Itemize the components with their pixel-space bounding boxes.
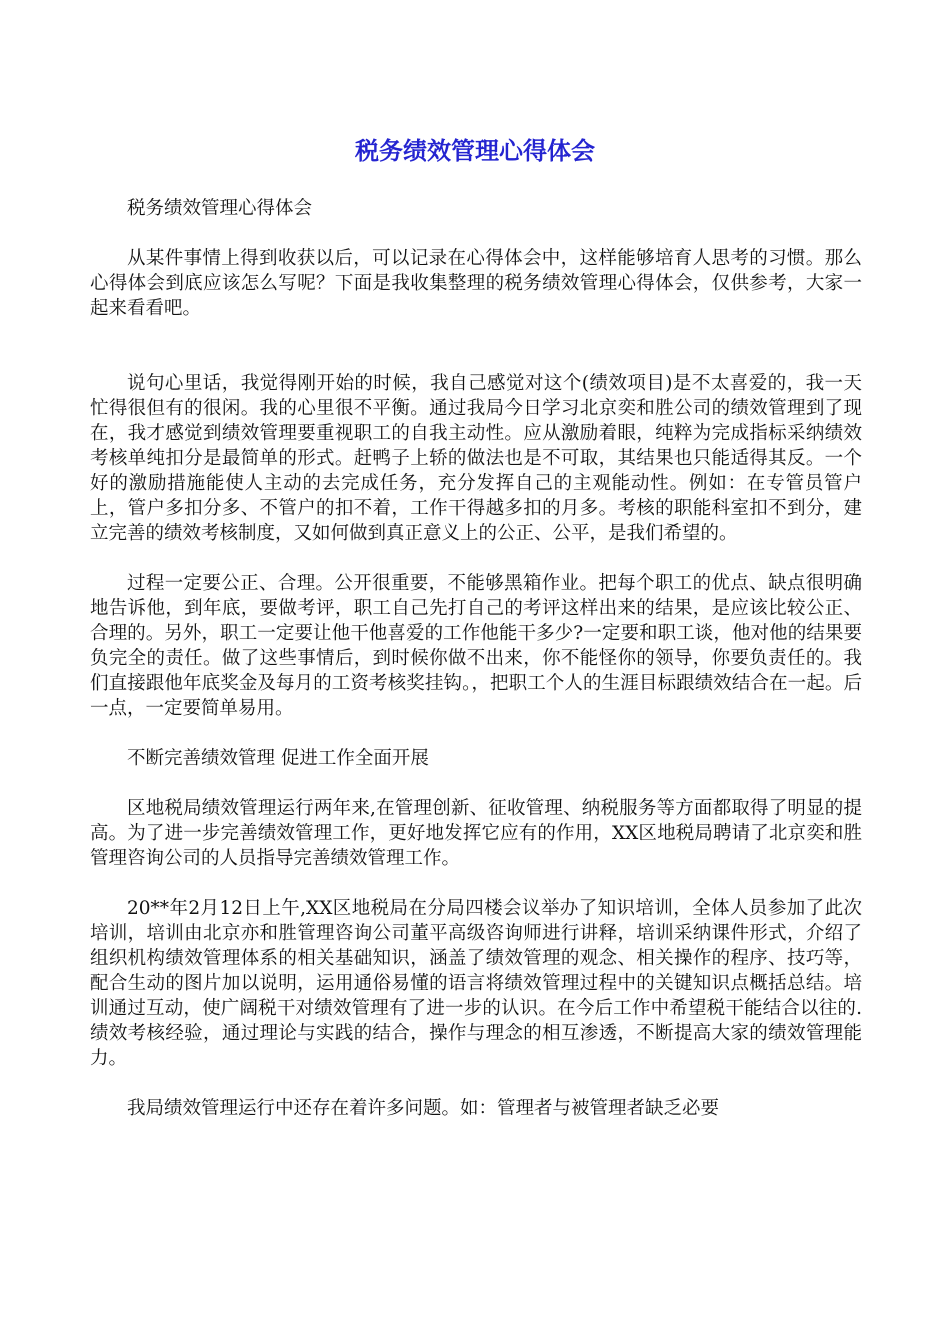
paragraph: 过程一定要公正、合理。公开很重要，不能够黑箱作业。把每个职工的优点、缺点很明确地告诉他，到年底，要做考评，职工自己先打自己的考评这样出来的结果，是应该比较公正、合理的。另外，职工一定要让他干他喜爱的工作他能干多少?一定要和职工谈，他对他的结果要负完全的责任。做了这些事情后，到时候你做不出来，你不能怪你的领导，你要负责任的。我们直接跟他年底奖金及每月的工资考核奖挂钩。，把职工个人的生涯目标跟绩效结合在一起。后一点，一定要简单易用。 xyxy=(90,573,862,719)
section-heading: 不断完善绩效管理 促进工作全面开展 xyxy=(127,748,429,769)
paragraph: 20**年2月12日上午,XX区地税局在分局四楼会议举办了知识培训，全体人员参加了此次培训，培训由北京亦和胜管理咨询公司董平高级咨询师进行讲释，培训采纳课件形式，介绍了组织机构绩效管理体系的相关基础知识，涵盖了绩效管理的观念、相关操作的程序、技巧等，配合生动的图片加以说明，运用通俗易懂的语言将绩效管理过程中的关键知识点概括总结。培训通过互动，使广阔税干对绩效管理有了进一步的认识。在今后工作中希望税干能结合以往的.绩效考核经验，通过理论与实践的结合，操作与理念的相互渗透，不断提高大家的绩效管理能力。 xyxy=(90,898,862,1069)
paragraph-subtitle: 税务绩效管理心得体会 xyxy=(127,198,313,219)
paragraph: 说句心里话，我觉得刚开始的时候，我自己感觉对这个(绩效项目)是不太喜爱的，我一天忙得很但有的很闲。我的心里很不平衡。通过我局今日学习北京奕和胜公司的绩效管理到了现在，我才感觉到绩效管理要重视职工的自我主动性。应从激励着眼，纯粹为完成指标采纳绩效考核单纯扣分是最简单的形式。赶鸭子上轿的做法也是不可取，其结果也只能适得其反。一个好的激励措施能使人主动的去完成任务，充分发挥自己的主观能动性。例如：在专管员管户上，管户多扣分多、不管户的扣不着，工作干得越多扣的月多。考核的职能科室扣不到分，建立完善的绩效考核制度，又如何做到真正意义上的公正、公平，是我们希望的。 xyxy=(90,373,862,544)
paragraph: 区地税局绩效管理运行两年来,在管理创新、征收管理、纳税服务等方面都取得了明显的提高。为了进一步完善绩效管理工作，更好地发挥它应有的作用，XX区地税局聘请了北京奕和胜管理咨询公司的人员指导完善绩效管理工作。 xyxy=(90,798,862,869)
document-body xyxy=(90,196,862,1146)
paragraph: 我局绩效管理运行中还存在着许多问题。如：管理者与被管理者缺乏必要 xyxy=(127,1098,720,1119)
document-title: 税务绩效管理心得体会 xyxy=(355,137,595,165)
paragraph-intro: 从某件事情上得到收获以后，可以记录在心得体会中，这样能够培育人思考的习惯。那么心得体会到底应该怎么写呢？下面是我收集整理的税务绩效管理心得体会，仅供参考，大家一起来看看吧。 xyxy=(90,248,862,319)
